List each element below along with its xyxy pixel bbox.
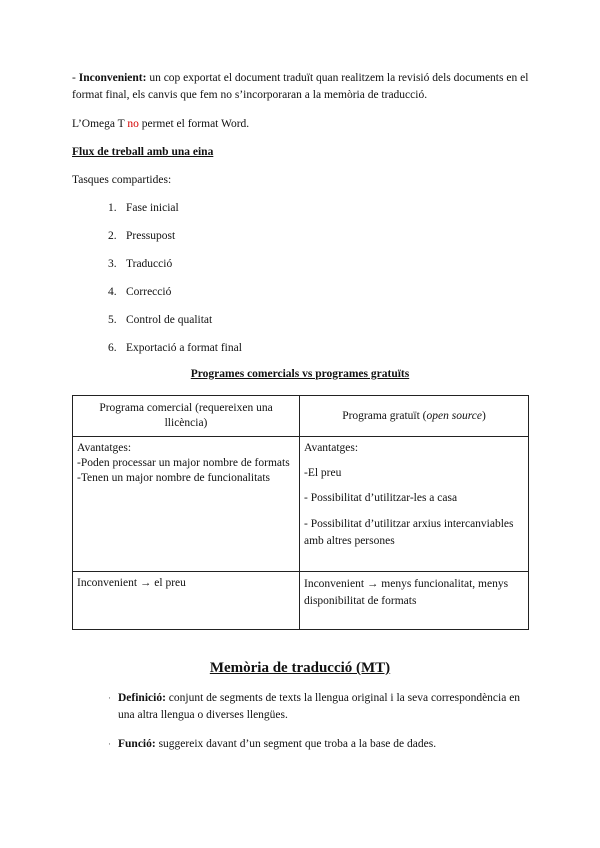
list-item: 6. Exportació a format final (108, 342, 242, 354)
commercial-advantages: Avantatges: -Poden processar un major nombre de formats -Tenen un major nombre de funcionalitats (73, 437, 300, 572)
list-item: 2. Pressupost (108, 230, 176, 242)
table-row (73, 396, 529, 437)
omegat-text-after: permet el format Word. (138, 118, 250, 130)
inconvenient-text: un cop exportat el document traduït quan realitzem la revisió dels documents en el format final, els canvis que fem no s’incorporaran a la memòria de traducció. (72, 72, 529, 101)
table-row (73, 572, 529, 630)
table-row (73, 437, 529, 572)
omegat-paragraph (72, 116, 532, 133)
definition-bullet: · Definició: conjunt de segments de texts la llengua original i la seva correspondència en una altra llengua o diverses llengües. (108, 692, 521, 721)
inconvenient-label: Inconvenient: (78, 72, 147, 84)
free-advantages: Avantatges: -El preu - Possibilitat d’utilitzar-les a casa - Possibilitat d’utilitzar arxius intercanviables amb altres persones (300, 437, 529, 572)
omegat-text-before: L’Omega T (72, 118, 128, 130)
negation-word: no (127, 118, 139, 130)
mt-heading: Memòria de traducció (MT) (209, 660, 391, 676)
list-item: 1. Fase inicial (108, 202, 179, 214)
bullet-icon: · (108, 739, 111, 749)
commercial-header: Programa comercial (requereixen una llicència) (73, 396, 300, 437)
comparison-title: Programes comercials vs programes gratuïts (190, 368, 410, 380)
list-item: 4. Correcció (108, 286, 172, 298)
commercial-inconvenient: Inconvenient → el preu (73, 572, 300, 630)
free-header: Programa gratuït (open source) (300, 396, 529, 437)
flux-heading: Flux de treball amb una eina (72, 146, 214, 158)
shared-tasks-intro: Tasques compartides: (72, 174, 172, 186)
list-item: 3. Traducció (108, 258, 173, 270)
function-bullet: · Funció: suggereix davant d’un segment que troba a la base de dades. (108, 736, 528, 753)
bullet-icon: · (108, 693, 111, 703)
comparison-table (72, 395, 529, 630)
inconvenient-paragraph: - Inconvenient: un cop exportat el document traduït quan realitzem la revisió dels documents en el format final, els canvis que fem no s’incorporaran a la memòria de traducció. (72, 72, 529, 101)
list-item: 5. Control de qualitat (108, 314, 213, 326)
free-inconvenient: Inconvenient → menys funcionalitat, menys disponibilitat de formats (300, 572, 529, 630)
